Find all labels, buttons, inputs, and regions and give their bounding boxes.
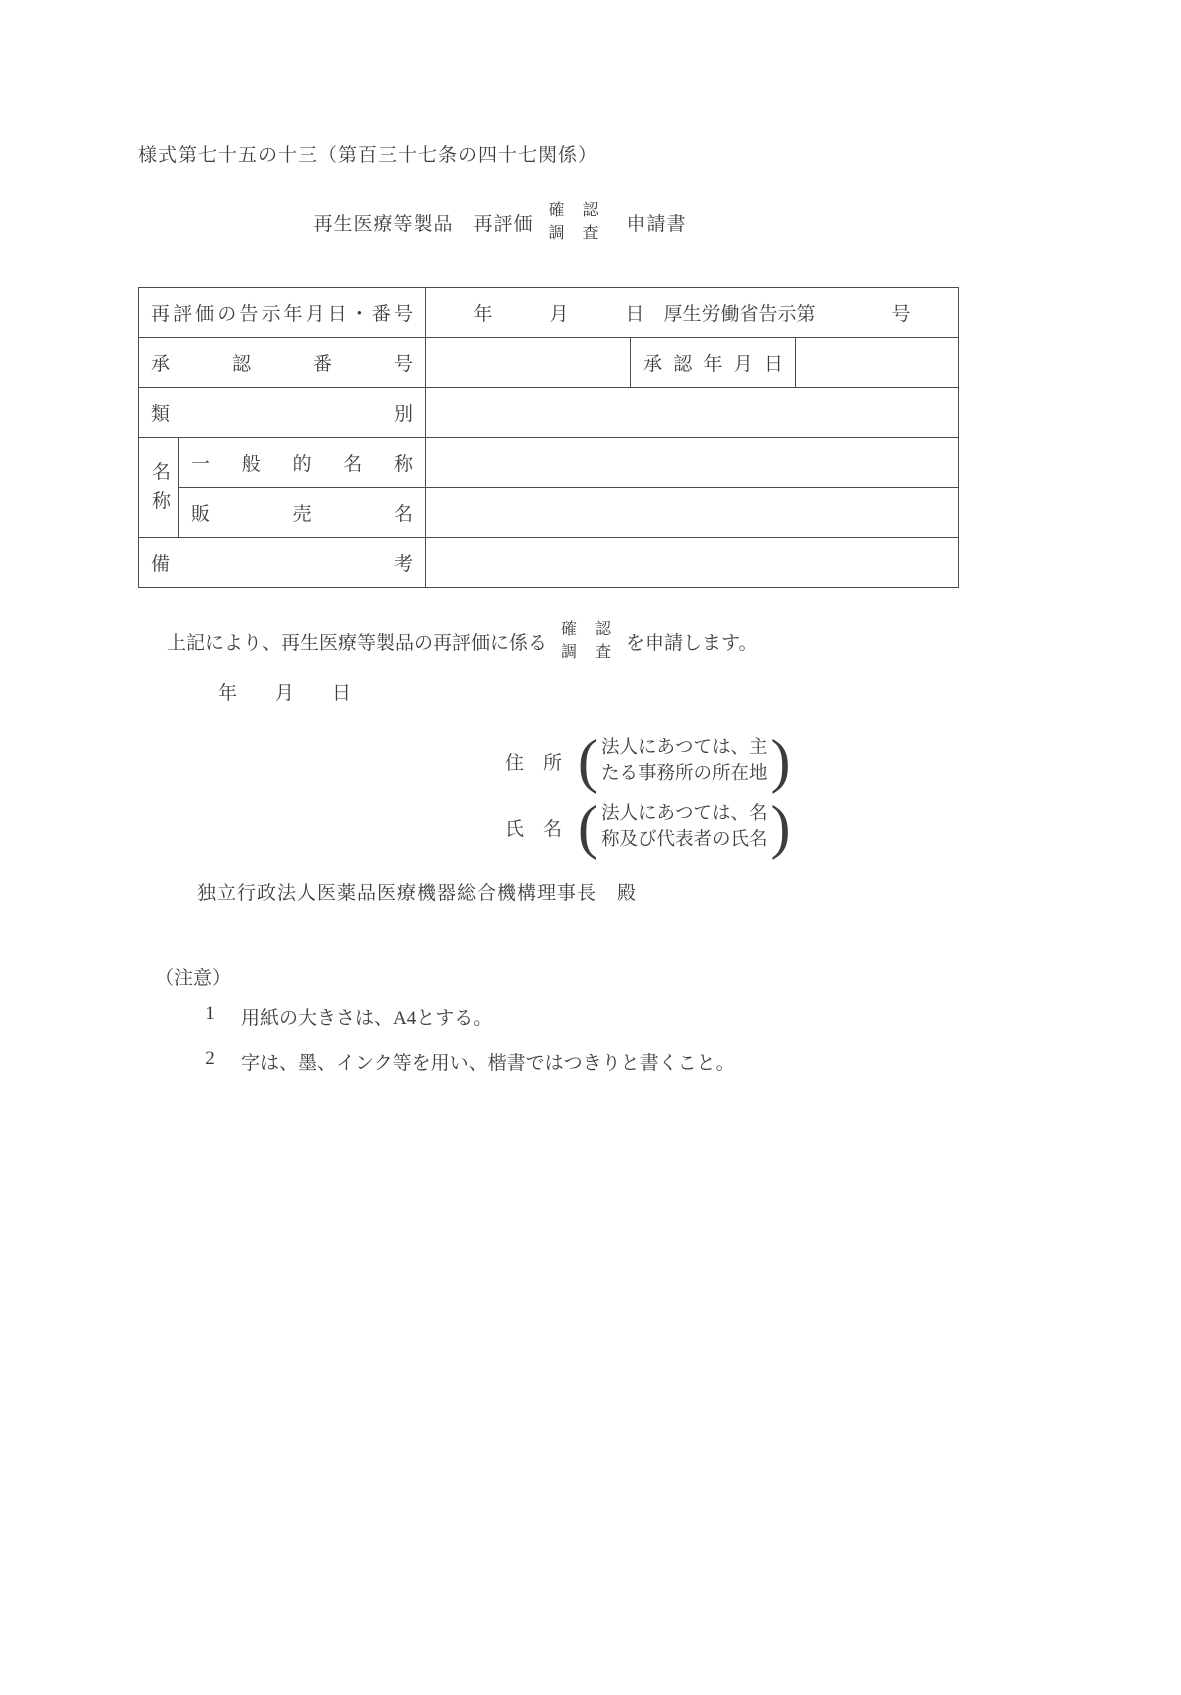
- note-number: 1: [205, 1003, 215, 1024]
- title-prefix: 再生医療等製品 再評価: [313, 213, 534, 235]
- statement-stack-bottom: 調 査: [561, 644, 613, 662]
- title-stack-top: 確 認: [548, 202, 600, 219]
- address-label: 住 所: [505, 753, 563, 775]
- date-line: 年 月 日: [218, 683, 352, 704]
- table-row-approval: [139, 338, 959, 388]
- notice-date-value-cell: 年 月 日 厚生労働省告示第 号: [426, 288, 959, 338]
- note-item: [203, 1048, 735, 1075]
- statement-suffix: を申請します。: [626, 632, 758, 654]
- close-paren: ): [770, 728, 791, 795]
- title-suffix: 申請書: [626, 213, 687, 235]
- statement-confirmation-survey-stack: [561, 618, 612, 664]
- applicant-name-label: 氏 名: [505, 819, 563, 841]
- name-group-label-cell: [139, 438, 179, 538]
- address-annotation-line1: 法人にあつては、主: [601, 738, 768, 758]
- open-paren: (: [578, 794, 598, 861]
- approval-date-value-cell: [796, 338, 959, 388]
- brand-name-label-cell: 販売名: [179, 488, 426, 538]
- close-paren: ): [770, 794, 791, 861]
- note-text: 用紙の大きさは、A4とする。: [241, 1008, 493, 1029]
- applicant-name-annotation: [578, 794, 791, 861]
- address-row: [505, 728, 791, 795]
- remarks-value-cell: [426, 538, 959, 588]
- table-row-generic-name: [139, 438, 959, 488]
- applicant-name-annotation-line1: 法人にあつては、名: [601, 804, 768, 824]
- applicant-name-annotation-line2: 称及び代表者の氏名: [601, 829, 768, 850]
- application-statement: [167, 618, 758, 664]
- statement-stack-top: 確 認: [561, 621, 613, 638]
- open-paren: (: [578, 728, 598, 795]
- category-label-cell: 類別: [139, 388, 426, 438]
- category-value-cell: [426, 388, 959, 438]
- address-annotation: [578, 728, 791, 795]
- form-number-heading: 様式第七十五の十三（第百三十七条の四十七関係）: [138, 145, 599, 166]
- address-annotation-lines: [601, 736, 768, 788]
- title-stack-bottom: 調 査: [548, 225, 600, 243]
- table-row-remarks: [139, 538, 959, 588]
- addressee-line: 独立行政法人医薬品医療機器総合機構理事長 殿: [197, 883, 638, 904]
- applicant-name-annotation-lines: [601, 802, 768, 854]
- notice-date-label-cell: 再評価の告示年月日・番号: [139, 288, 426, 338]
- approval-date-label-cell: 承認年月日: [631, 338, 796, 388]
- name-group-label: 名称: [151, 462, 171, 512]
- address-annotation-line2: たる事務所の所在地: [601, 763, 768, 784]
- statement-prefix: 上記により、再生医療等製品の再評価に係る: [167, 632, 548, 654]
- generic-name-label-cell: 一般的名称: [179, 438, 426, 488]
- note-item: [203, 1003, 492, 1030]
- applicant-name-row: [505, 794, 791, 861]
- title-confirmation-survey-stack: [548, 199, 599, 245]
- main-form-table: [138, 287, 959, 588]
- table-row-category: [139, 388, 959, 438]
- notes-heading: （注意）: [155, 968, 232, 989]
- note-number: 2: [205, 1048, 215, 1069]
- approval-number-label-cell: 承認番号: [139, 338, 426, 388]
- generic-name-value-cell: [426, 438, 959, 488]
- remarks-label-cell: 備考: [139, 538, 426, 588]
- page-title: [0, 199, 1000, 245]
- note-text: 字は、墨、インク等を用い、楷書ではつきりと書くこと。: [241, 1053, 735, 1074]
- approval-number-value-cell: [426, 338, 631, 388]
- table-row-notice-date: [139, 288, 959, 338]
- table-row-brand-name: [139, 488, 959, 538]
- brand-name-value-cell: [426, 488, 959, 538]
